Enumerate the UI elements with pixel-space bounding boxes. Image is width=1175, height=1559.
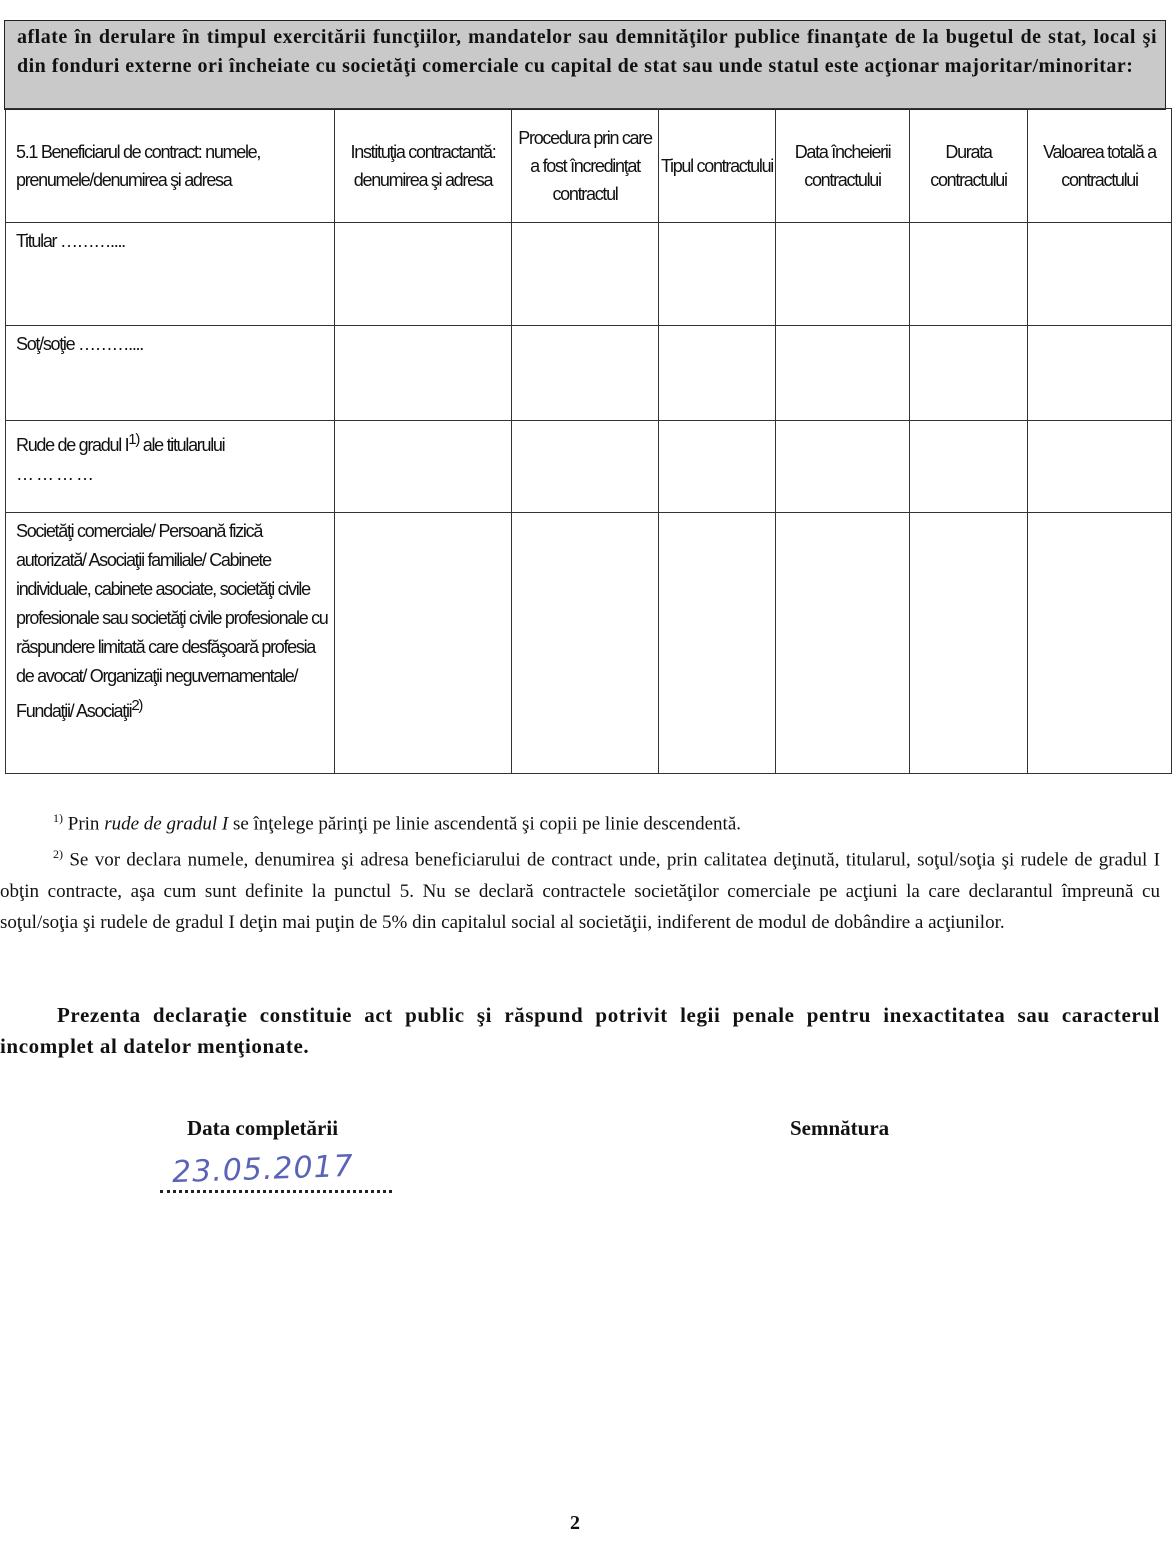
footnote-text: Se vor declara numele, denumirea şi adresa beneficiarului de contract unde, prin calitatea deţinută, titularul, soţul/soţia şi rudele de gradul I obţin contracte, aşa cum sunt definite la punctul 5. Nu se declară contractele societăţilor comerciale pe acţiuni la care declarantul împreună cu soţul/soţia şi rudele de gradul I deţin mai puţin de 5% din capitalul social al societăţii, indiferent de modul de dobândire a acţiunilor. bbox=[0, 849, 1160, 933]
row-label-text: Titular ……….... bbox=[16, 231, 125, 251]
row-label-relatives bbox=[6, 421, 335, 513]
table-cell bbox=[659, 513, 776, 774]
table-cell bbox=[910, 223, 1028, 326]
table-cell bbox=[335, 223, 512, 326]
footnote-text: Prin bbox=[63, 813, 105, 835]
footnote-ref: 2) bbox=[131, 697, 143, 714]
table-cell bbox=[512, 513, 659, 774]
table-cell bbox=[910, 513, 1028, 774]
table-cell bbox=[776, 513, 910, 774]
column-header-type: Tipul contractului bbox=[659, 109, 776, 223]
row-label-text: Societăţi comerciale/ Persoană fizică autorizată/ Asociaţii familiale/ Cabinete individuale, cabinete asociate, societăţi civile profesionale sau societăţi civile profesionale cu răspundere limitată care desfăşoară profesia de avocat/ Organizaţii neguvernamentale/ Fundaţii/ Asociaţii bbox=[16, 521, 328, 721]
footnote-mark: 2) bbox=[53, 847, 63, 862]
table-cell bbox=[335, 326, 512, 421]
table-row bbox=[6, 223, 1172, 326]
footnote-term: rude de gradul I bbox=[104, 813, 229, 835]
table-cell bbox=[335, 421, 512, 513]
footnotes bbox=[0, 803, 1160, 938]
column-header-date: Data încheierii contractului bbox=[776, 109, 910, 223]
handwritten-date: 23.05.2017 bbox=[171, 1148, 355, 1191]
date-label: Data completării bbox=[187, 1116, 339, 1140]
table-cell bbox=[776, 223, 910, 326]
date-dotted-line bbox=[160, 1190, 392, 1193]
table-cell bbox=[910, 421, 1028, 513]
table-row bbox=[6, 513, 1172, 774]
table-cell bbox=[1028, 223, 1172, 326]
table-cell bbox=[512, 421, 659, 513]
table-cell bbox=[659, 223, 776, 326]
footnote-mark: 1) bbox=[53, 811, 63, 825]
footnote-text: se înţelege părinţi pe linie ascendentă şi copii pe linie descendentă. bbox=[228, 813, 742, 835]
table-cell bbox=[1028, 326, 1172, 421]
row-label-companies bbox=[6, 513, 335, 774]
declaration-statement: Prezenta declaraţie constituie act public şi răspund potrivit legii penale pentru inexactitatea sau caracterul incomplet al datelor menţionate. bbox=[0, 1003, 1160, 1058]
column-header-institution: Instituţia contractantă: denumirea şi adresa bbox=[335, 109, 512, 223]
table-cell bbox=[776, 326, 910, 421]
row-label-suffix: ale titularului bbox=[139, 435, 225, 455]
row-label-text: Rude de gradul I bbox=[16, 435, 129, 455]
table-row bbox=[6, 421, 1172, 513]
row-label-spouse bbox=[6, 326, 335, 421]
table-header-row bbox=[6, 109, 1172, 223]
column-header-value: Valoarea totală a contractului bbox=[1028, 109, 1172, 223]
column-header-procedure: Procedura prin care a fost încredinţat contractul bbox=[512, 109, 659, 223]
table-row bbox=[6, 326, 1172, 421]
table-cell bbox=[335, 513, 512, 774]
table-cell bbox=[512, 223, 659, 326]
table-cell bbox=[910, 326, 1028, 421]
table-cell bbox=[776, 421, 910, 513]
footnote-1 bbox=[0, 803, 1160, 839]
footnote-ref: 1) bbox=[128, 431, 140, 448]
row-label-text: Soţ/soţie ……….... bbox=[16, 334, 143, 354]
signature-label: Semnătura bbox=[790, 1116, 890, 1140]
table-cell bbox=[1028, 421, 1172, 513]
footnote-2 bbox=[0, 839, 1160, 937]
table-cell bbox=[659, 421, 776, 513]
row-label-titular bbox=[6, 223, 335, 326]
column-header-duration: Durata contractului bbox=[910, 109, 1028, 223]
page-number: 2 bbox=[570, 1512, 580, 1534]
table-cell bbox=[512, 326, 659, 421]
table-cell bbox=[1028, 513, 1172, 774]
contracts-table bbox=[5, 108, 1172, 774]
table-cell bbox=[659, 326, 776, 421]
section-heading: aflate în derulare în timpul exercitării funcţiilor, mandatelor sau demnităţilor publice finanţate de la bugetul de stat, local şi din fonduri externe ori încheiate cu societăţi comerciale cu capital de stat sau unde statul este acţionar majoritar/minoritar: bbox=[4, 20, 1166, 110]
column-header-beneficiary: 5.1 Beneficiarul de contract: numele, prenumele/denumirea şi adresa bbox=[6, 109, 335, 223]
dotted-fill: ………… bbox=[16, 464, 96, 484]
